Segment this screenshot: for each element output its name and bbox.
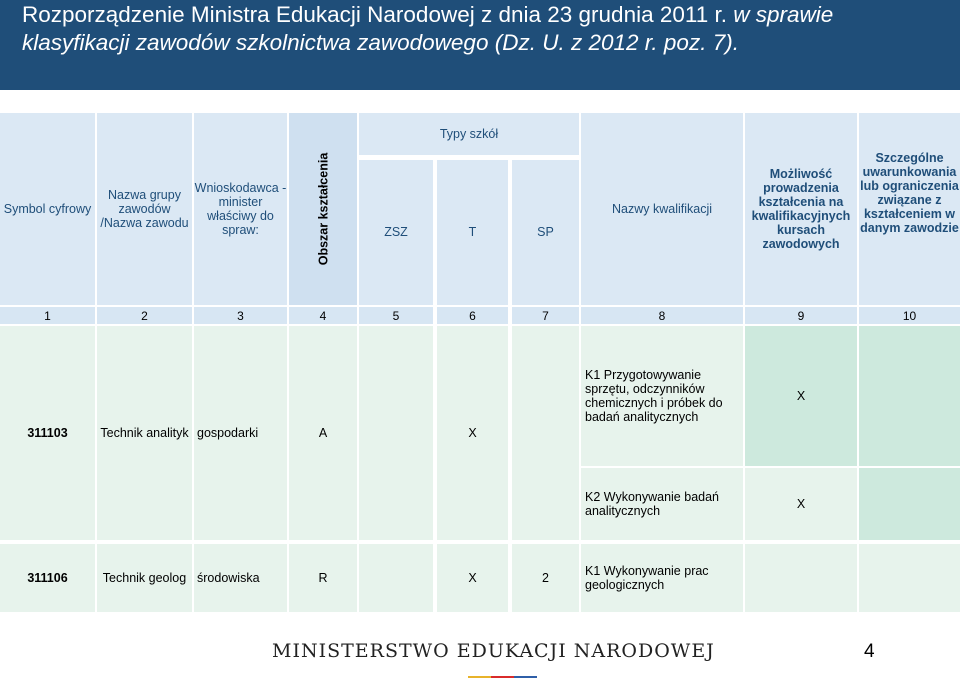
header-zsz: ZSZ (359, 160, 433, 305)
header-applicant: Wnioskodawca - minister właściwy do spraw: (194, 113, 287, 305)
header-qualifications: Nazwy kwalifikacji (581, 113, 743, 305)
header-group: Nazwa grupy zawodów /Nazwa zawodu (97, 113, 192, 305)
col-number: 5 (359, 307, 433, 324)
header-school-types: Typy szkół (359, 113, 579, 155)
row2-area: R (289, 544, 357, 612)
col-number: 9 (745, 307, 857, 324)
row1-t: X (437, 326, 508, 540)
row1-special-2 (859, 468, 960, 540)
header-area-cell (289, 113, 357, 305)
col-number: 3 (194, 307, 287, 324)
title-line2: klasyfikacji zawodów szkolnictwa zawodowego (Dz. U. z 2012 r. poz. 7). (22, 30, 739, 55)
header-possibility: Możliwość prowadzenia kształcenia na kwalifikacyjnych kursach zawodowych (745, 113, 857, 305)
row1-ministry: gospodarki (194, 326, 287, 540)
header-area: Obszar kształcenia (316, 152, 330, 266)
col-number: 10 (859, 307, 960, 324)
row2-symbol: 311106 (0, 544, 95, 612)
col-number: 8 (581, 307, 743, 324)
title-line1: Rozporządzenie Ministra Edukacji Narodowej z dnia 23 grudnia 2011 r. (22, 2, 734, 27)
col-number: 7 (512, 307, 579, 324)
row1-sp (512, 326, 579, 540)
logo-underline (468, 665, 538, 667)
row2-zsz (359, 544, 433, 612)
page-number: 4 (864, 641, 875, 662)
header-special: Szczególne uwarunkowania lub ograniczenia związane z kształceniem w danym zawodzie (859, 113, 960, 305)
title-line1-italic: w sprawie (733, 2, 834, 27)
header-symbol: Symbol cyfrowy (0, 113, 95, 305)
row1-course-1: X (745, 326, 857, 466)
row1-course-2: X (745, 468, 857, 540)
row2-qualification-1: K1 Wykonywanie prac geologicznych (581, 544, 743, 612)
row1-area: A (289, 326, 357, 540)
row1-qualification-1: K1 Przygotowywanie sprzętu, odczynników chemicznych i próbek do badań analitycznych (581, 326, 743, 466)
row1-name: Technik analityk (97, 326, 192, 540)
col-number: 6 (437, 307, 508, 324)
col-number: 2 (97, 307, 192, 324)
ministry-logo-text: MINISTERSTWO EDUKACJI NARODOWEJ (272, 640, 715, 662)
header-t: T (437, 160, 508, 305)
row2-t: X (437, 544, 508, 612)
header-sp: SP (512, 160, 579, 305)
row1-symbol: 311103 (0, 326, 95, 540)
row2-course-1 (745, 544, 857, 612)
col-number: 1 (0, 307, 95, 324)
row1-zsz (359, 326, 433, 540)
title-dot (477, 78, 483, 87)
row2-sp: 2 (512, 544, 579, 612)
slide-title (22, 1, 952, 57)
row2-ministry: środowiska (194, 544, 287, 612)
row1-qualification-2: K2 Wykonywanie badań analitycznych (581, 468, 743, 540)
row1-special-1 (859, 326, 960, 466)
row2-name: Technik geolog (97, 544, 192, 612)
col-number: 4 (289, 307, 357, 324)
row2-special-1 (859, 544, 960, 612)
